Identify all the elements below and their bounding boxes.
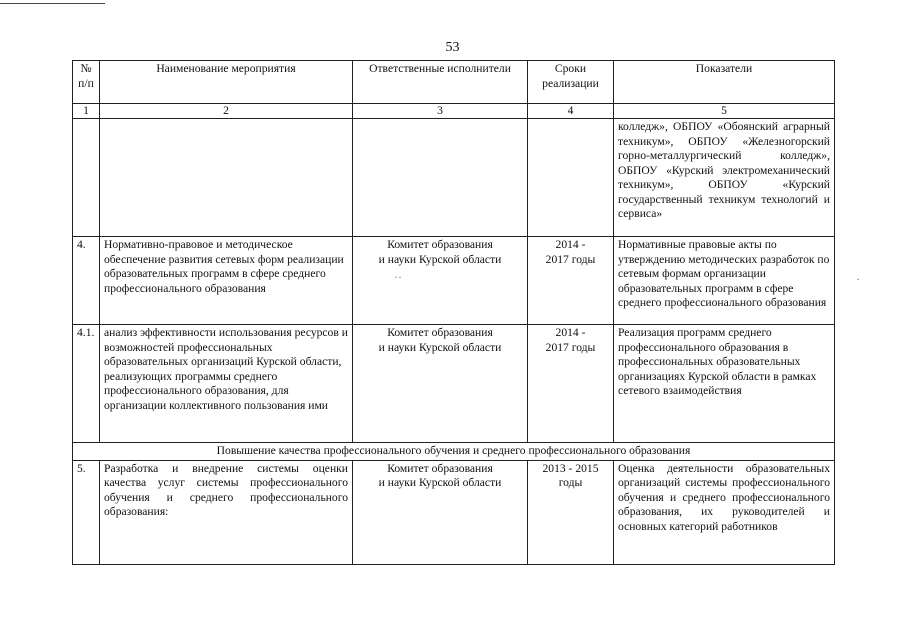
row-num [73, 119, 100, 237]
section-title: Повышение качества профессионального обучения и среднего профессионального образования [73, 443, 835, 461]
row-num: 4.1. [73, 325, 100, 443]
scan-speck: · [856, 272, 860, 286]
row-indicators: Реализация программ среднего профессионального образования в профессиональных образовательных организациях Курской области в рамках сетевого взаимодействия [614, 325, 835, 443]
row-indicators: колледж», ОБПОУ «Обоянский аграрный техникум», ОБПОУ «Железногорский горно-металлургический колледж», ОБПОУ «Курский электромеханический техникум», ОБПОУ «Курский государственный техникум технологий и сервиса» [614, 119, 835, 237]
row-executors: Комитет образования и науки Курской области [353, 460, 528, 564]
header-name: Наименование мероприятия [100, 61, 353, 104]
table-row [73, 325, 835, 443]
column-number: 3 [353, 104, 528, 119]
activities-table [72, 60, 835, 565]
section-heading-row [73, 443, 835, 461]
row-terms: 2014 - 2017 годы [528, 325, 614, 443]
row-name [100, 119, 353, 237]
header-num: № п/п [73, 61, 100, 104]
row-executors [353, 119, 528, 237]
row-indicators: Нормативные правовые акты по утверждению методических разработок по сетевым формам организации образовательных программ в сфере среднего профессионального образования [614, 237, 835, 325]
row-indicators: Оценка деятельности образовательных организаций системы профессионального обучения и среднего профессионального образования, их руководителей и основных категорий работников [614, 460, 835, 564]
column-number: 2 [100, 104, 353, 119]
column-number: 4 [528, 104, 614, 119]
table-row [73, 460, 835, 564]
table-row [73, 237, 835, 325]
table-row [73, 119, 835, 237]
corner-rule [0, 3, 105, 4]
row-name: анализ эффективности использования ресурсов и возможностей профессиональных образовательных организаций Курской области, реализующих программы среднего профессионального образования, для организации коллективного пользования ими [100, 325, 353, 443]
column-number: 5 [614, 104, 835, 119]
header-terms: Сроки реализации [528, 61, 614, 104]
header-row [73, 61, 835, 104]
header-indicators: Показатели [614, 61, 835, 104]
column-number: 1 [73, 104, 100, 119]
row-terms: 2013 - 2015 годы [528, 460, 614, 564]
row-num: 4. [73, 237, 100, 325]
row-num: 5. [73, 460, 100, 564]
row-name: Нормативно-правовое и методическое обеспечение развития сетевых форм реализации образовательных программ в сфере среднего профессионального образования [100, 237, 353, 325]
column-number-row [73, 104, 835, 119]
scan-speck: ·· [394, 270, 402, 284]
row-executors: Комитет образования и науки Курской области [353, 237, 528, 325]
row-executors: Комитет образования и науки Курской области [353, 325, 528, 443]
page-number: 53 [445, 40, 460, 55]
row-terms [528, 119, 614, 237]
header-executors: Ответственные исполнители [353, 61, 528, 104]
row-name: Разработка и внедрение системы оценки качества услуг системы профессионального обучения и среднего профессионального образования: [100, 460, 353, 564]
row-terms: 2014 - 2017 годы [528, 237, 614, 325]
